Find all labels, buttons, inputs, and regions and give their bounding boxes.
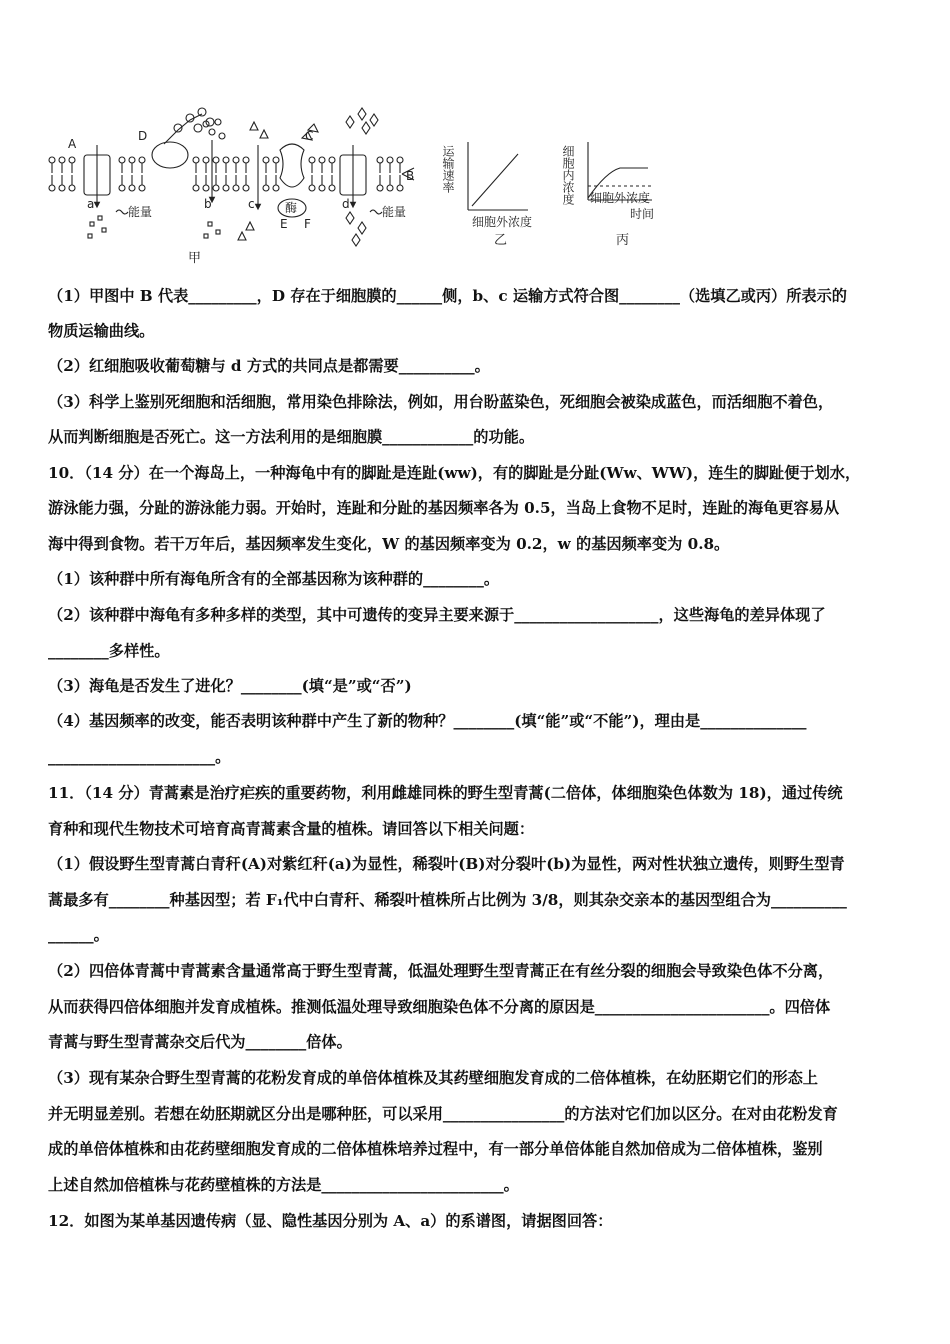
q10-part2-line1: （2）该种群中海龟有多种多样的类型，其中可遗传的变异主要来源于___________________，这些海龟的差异体现了 bbox=[48, 606, 826, 624]
q11-part1-line2: 蒿最多有________种基因型；若 F₁代中白青秆、稀裂叶植株所占比例为 3/8，则其杂交亲本的基因型组合为__________ bbox=[48, 891, 847, 909]
label-enzyme: 酶 bbox=[285, 201, 298, 215]
q11-part3-line4: 上述自然加倍植株与花药壁植株的方法是________________________。 bbox=[48, 1176, 519, 1194]
q10-part2-line2: ________多样性。 bbox=[48, 642, 170, 660]
q11-part3-line1: （3）现有某杂合野生型青蒿的花粉发育成的单倍体植株及其药壁细胞发育成的二倍体植株，在幼胚期它们的形态上 bbox=[48, 1069, 818, 1087]
q10-stem-line1: 10．（14 分）在一个海岛上，一种海龟中有的脚趾是连趾(ww)，有的脚趾是分趾(Ww、WW)，连生的脚趾便于划水， bbox=[48, 464, 861, 482]
q10-stem-line3: 海中得到食物。若干万年后，基因频率发生变化，W 的基因频率变为 0.2，w 的基因频率变为 0.8。 bbox=[48, 535, 730, 553]
q9-part1-line2: 物质运输曲线。 bbox=[48, 322, 155, 340]
q11-stem-line1: 11．（14 分）青蒿素是治疗疟疾的重要药物，利用雌雄同株的野生型青蒿(二倍体，体细胞染色体数为 18)，通过传统 bbox=[48, 784, 843, 802]
q11-part1-line1: （1）假设野生型青蒿白青秆(A)对紫红秆(a)为显性，稀裂叶(B)对分裂叶(b)为显性，两对性状独立遗传，则野生型青 bbox=[48, 855, 845, 873]
panel-yi-graph bbox=[468, 142, 528, 210]
label-energy-1: 能量 bbox=[128, 205, 153, 219]
enzyme-carrier bbox=[280, 144, 304, 187]
q10-part1: （1）该种群中所有海龟所含有的全部基因称为该种群的________。 bbox=[48, 570, 500, 588]
q11-part3-line3: 成的单倍体植株和由花药壁细胞发育成的二倍体植株培养过程中，有一部分单倍体能自然加倍成为二倍体植株，鉴别 bbox=[48, 1140, 823, 1158]
label-a-lower: a bbox=[87, 197, 95, 211]
phospholipid-upper-row bbox=[49, 157, 403, 173]
label-d-lower: d bbox=[342, 197, 350, 211]
q10-part4-line2: ______________________。 bbox=[48, 748, 231, 766]
label-f: F bbox=[304, 217, 311, 231]
bing-ylabel: 细胞内浓度 bbox=[561, 145, 575, 205]
bing-dashed-label: 细胞外浓度 bbox=[590, 191, 651, 205]
label-energy-2: 能量 bbox=[382, 205, 407, 219]
q10-stem-line2: 游泳能力强，分趾的游泳能力弱。开始时，连趾和分趾的基因频率各为 0.5，当岛上食物不足时，连趾的海龟更容易从 bbox=[48, 499, 840, 517]
label-b-upper: B bbox=[406, 169, 415, 183]
q10-part3: （3）海龟是否发生了进化？________(填“是”或“否”) bbox=[48, 677, 412, 695]
q9-part1-line1: （1）甲图中 B 代表_________，D 存在于细胞膜的______侧，b、c 运输方式符合图________（选填乙或丙）所表示的 bbox=[48, 287, 847, 305]
q11-part1-line3: ______。 bbox=[48, 926, 109, 944]
caption-yi: 乙 bbox=[494, 233, 508, 248]
q11-part2-line3: 青蒿与野生型青蒿杂交后代为________倍体。 bbox=[48, 1033, 352, 1051]
label-a-upper: A bbox=[68, 137, 77, 151]
membrane-transport-figure bbox=[40, 100, 720, 275]
label-c-upper: C bbox=[305, 129, 314, 143]
label-c-lower: c bbox=[248, 197, 255, 211]
phospholipid-lower-row bbox=[49, 175, 403, 191]
panel-jia-membrane bbox=[49, 108, 414, 246]
q10-part4-line1: （4）基因频率的改变，能否表明该种群中产生了新的物种？________(填“能”或“不能”)，理由是______________ bbox=[48, 712, 807, 730]
yi-xlabel: 细胞外浓度 bbox=[472, 215, 533, 229]
label-b-lower: b bbox=[204, 197, 212, 211]
bing-xlabel: 时间 bbox=[630, 207, 655, 221]
caption-bing: 丙 bbox=[616, 233, 630, 248]
glycoprotein-d bbox=[152, 142, 188, 168]
q9-part3-line1: （3）科学上鉴别死细胞和活细胞，常用染色排除法，例如，用台盼蓝染色，死细胞会被染成蓝色，而活细胞不着色， bbox=[48, 393, 834, 411]
q9-part2: （2）红细胞吸收葡萄糖与 d 方式的共同点是都需要__________。 bbox=[48, 357, 490, 375]
q11-part2-line2: 从而获得四倍体细胞并发育成植株。推测低温处理导致细胞染色体不分离的原因是_______________________。四倍体 bbox=[48, 998, 831, 1016]
caption-jia: 甲 bbox=[188, 251, 202, 266]
q11-part3-line2: 并无明显差别。若想在幼胚期就区分出是哪种胚，可以采用________________的方法对它们加以区分。在对由花粉发育 bbox=[48, 1105, 838, 1123]
q9-part3-line2: 从而判断细胞是否死亡。这一方法利用的是细胞膜____________的功能。 bbox=[48, 428, 534, 446]
q11-stem-line2: 育种和现代生物技术可培育高青蒿素含量的植株。请回答以下相关问题： bbox=[48, 820, 534, 838]
label-e: E bbox=[280, 217, 288, 231]
q12-stem: 12．如图为某单基因遗传病（显、隐性基因分别为 A、a）的系谱图，请据图回答： bbox=[48, 1212, 613, 1230]
label-d-upper: D bbox=[138, 129, 148, 143]
q11-part2-line1: （2）四倍体青蒿中青蒿素含量通常高于野生型青蒿，低温处理野生型青蒿正在有丝分裂的细胞会导致染色体不分离， bbox=[48, 962, 834, 980]
yi-ylabel: 运输速率 bbox=[441, 145, 455, 193]
